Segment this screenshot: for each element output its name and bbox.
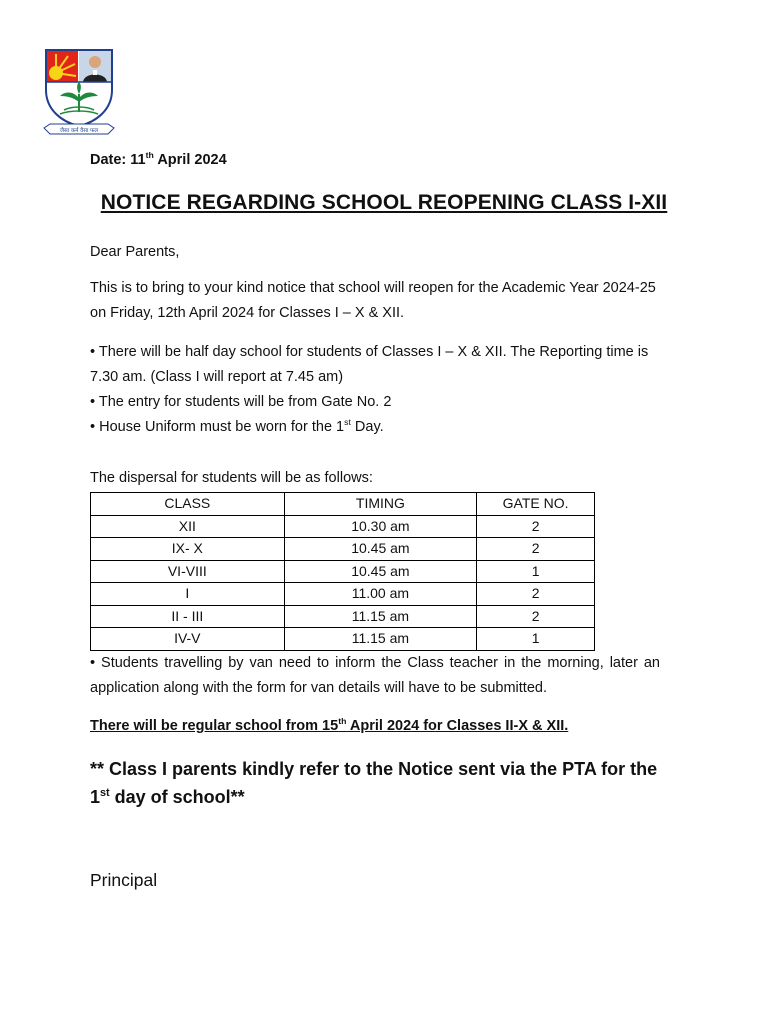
- cell-timing: 10.45 am: [284, 560, 477, 583]
- header-gate: GATE NO.: [477, 493, 595, 516]
- table-row: [91, 583, 595, 606]
- bullet-list: [90, 340, 660, 440]
- table-header-row: [91, 493, 595, 516]
- regular-school-note: There will be regular school from 15th April 2024 for Classes II-X & XII.: [90, 716, 569, 734]
- cell-gate: 1: [477, 628, 595, 651]
- bullet-entry-gate: • The entry for students will be from Gate No. 2: [90, 394, 392, 410]
- table-row: [91, 605, 595, 628]
- dispersal-table: [90, 492, 595, 651]
- cell-class: XII: [91, 515, 285, 538]
- table-row: [91, 628, 595, 651]
- cell-class: VI-VIII: [91, 560, 285, 583]
- van-note: • Students travelling by van need to inform the Class teacher in the morning, later an application along with the form for van details will have to be submitted.: [90, 655, 660, 696]
- cell-gate: 2: [477, 605, 595, 628]
- cell-class: I: [91, 583, 285, 606]
- salutation: Dear Parents,: [90, 244, 180, 260]
- bullet-house-uniform: • House Uniform must be worn for the 1st Day.: [90, 417, 384, 435]
- intro-paragraph: This is to bring to your kind notice that school will reopen for the Academic Year 2024-25 on Friday, 12th April 2024 for Classes I – X & XII.: [90, 280, 656, 321]
- cell-class: IX- X: [91, 538, 285, 561]
- pta-note: ** Class I parents kindly refer to the Notice sent via the PTA for the 1st day of school**: [90, 759, 658, 807]
- cell-gate: 2: [477, 583, 595, 606]
- cell-timing: 11.15 am: [284, 628, 477, 651]
- notice-date: Date: 11th April 2024: [90, 150, 227, 168]
- dispersal-intro: The dispersal for students will be as follows:: [90, 470, 373, 486]
- header-class: CLASS: [91, 493, 285, 516]
- header-timing: TIMING: [284, 493, 477, 516]
- cell-timing: 10.30 am: [284, 515, 477, 538]
- principal-signature: Principal: [90, 870, 158, 890]
- cell-class: IV-V: [91, 628, 285, 651]
- cell-gate: 2: [477, 538, 595, 561]
- table-row: [91, 560, 595, 583]
- crest-shield-icon: [42, 46, 116, 138]
- cell-timing: 10.45 am: [284, 538, 477, 561]
- cell-timing: 11.00 am: [284, 583, 477, 606]
- table-row: [91, 538, 595, 561]
- school-crest-logo: [42, 46, 116, 138]
- cell-gate: 2: [477, 515, 595, 538]
- table-row: [91, 515, 595, 538]
- cell-timing: 11.15 am: [284, 605, 477, 628]
- bullet-half-day: • There will be half day school for students of Classes I – X & XII. The Reporting time is 7.30 am. (Class I will report at 7.45 am): [90, 344, 649, 385]
- cell-class: II - III: [91, 605, 285, 628]
- notice-title: NOTICE REGARDING SCHOOL REOPENING CLASS I-XII: [100, 191, 668, 214]
- cell-gate: 1: [477, 560, 595, 583]
- crest-motto: जैसा कर्म वैसा फल: [59, 128, 99, 134]
